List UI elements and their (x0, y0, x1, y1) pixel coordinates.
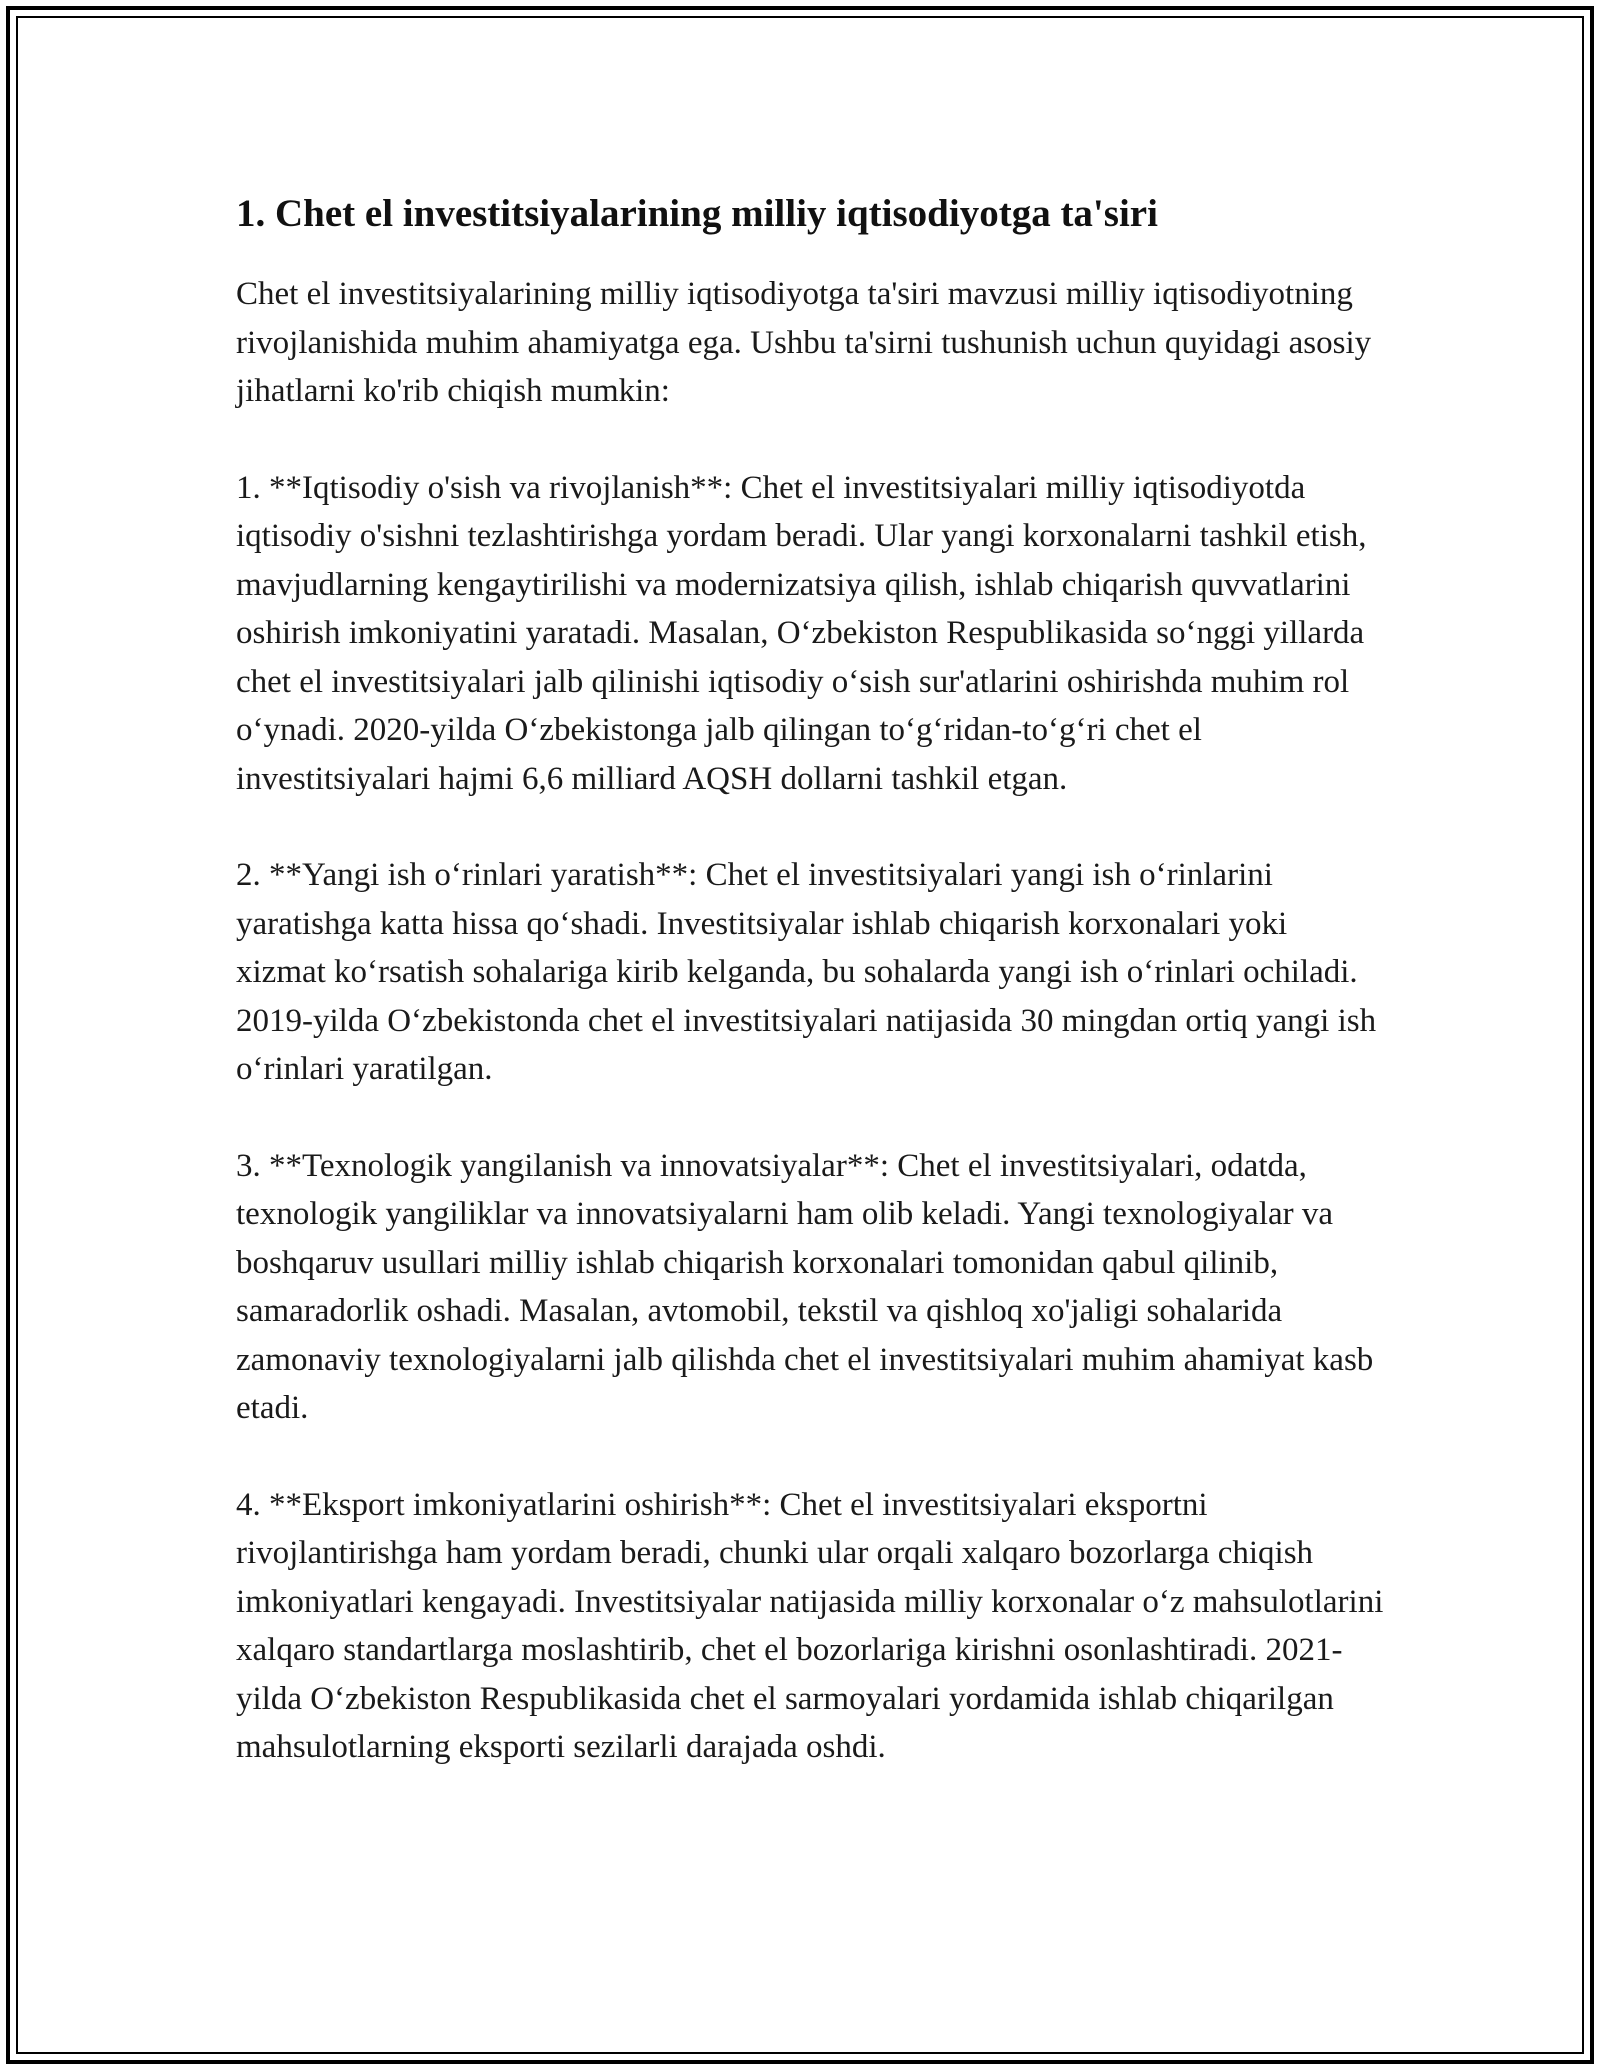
paragraph-export-opportunities: 4. **Eksport imkoniyatlarini oshirish**: Chet el investitsiyalari eksportni rivojlantirishga ham yordam beradi, chunki ular orqali xalqaro bozorlarga chiqish imkoniyatlari kengayadi. Investitsiyalar natijasida milliy korxonalar o‘z mahsulotlarini xalqaro standartlarga moslashtirib, chet el bozorlariga kirishni osonlashtiradi. 2021-yilda O‘zbekiston Respublikasida chet el sarmoyalari yordamida ishlab chiqarilgan mahsulotlarning eksporti sezilarli darajada oshdi. (236, 1486, 1384, 1765)
intro-paragraph: Chet el investitsiyalarining milliy iqtisodiyotga ta'siri mavzusi milliy iqtisodiyotning rivojlanishida muhim ahamiyatga ega. Ushbu ta'sirni tushunish uchun quyidagi asosiy jihatlarni ko'rib chiqish mumkin: (236, 276, 1372, 409)
document-body (236, 186, 1384, 1820)
section-heading: 1. Chet el investitsiyalarining milliy iqtisodiyotga ta'siri (236, 192, 1158, 235)
paragraph-economic-growth: 1. **Iqtisodiy o'sish va rivojlanish**: Chet el investitsiyalari milliy iqtisodiyotda iqtisodiy o'sishni tezlashtirishga yordam beradi. Ular yangi korxonalarni tashkil etish, mavjudlarning kengaytirilishi va modernizatsiya qilish, ishlab chiqarish quvvatlarini oshirish imkoniyatini yaratadi. Masalan, O‘zbekiston Respublikasida so‘nggi yillarda chet el investitsiyalari jalb qilinishi iqtisodiy o‘sish sur'atlarini oshirishda muhim rol o‘ynadi. 2020-yilda O‘zbekistonga jalb qilingan to‘g‘ridan-to‘g‘ri chet el investitsiyalari hajmi 6,6 milliard AQSH dollarni tashkil etgan. (236, 469, 1367, 797)
paragraph-technology-innovation: 3. **Texnologik yangilanish va innovatsiyalar**: Chet el investitsiyalari, odatda, texnologik yangiliklar va innovatsiyalarni ham olib keladi. Yangi texnologiyalar va boshqaruv usullari milliy ishlab chiqarish korxonalari tomonidan qabul qilinib, samaradorlik oshadi. Masalan, avtomobil, tekstil va qishloq xo'jaligi sohalarida zamonaviy texnologiyalarni jalb qilishda chet el investitsiyalari muhim ahamiyat kasb etadi. (236, 1147, 1374, 1426)
paragraph-new-jobs: 2. **Yangi ish o‘rinlari yaratish**: Chet el investitsiyalari yangi ish o‘rinlarini yaratishga katta hissa qo‘shadi. Investitsiyalar ishlab chiqarish korxonalari yoki xizmat ko‘rsatish sohalariga kirib kelganda, bu sohalarda yangi ish o‘rinlari ochiladi. 2019-yilda O‘zbekistonda chet el investitsiyalari natijasida 30 mingdan ortiq yangi ish o‘rinlari yaratilgan. (236, 857, 1377, 1087)
